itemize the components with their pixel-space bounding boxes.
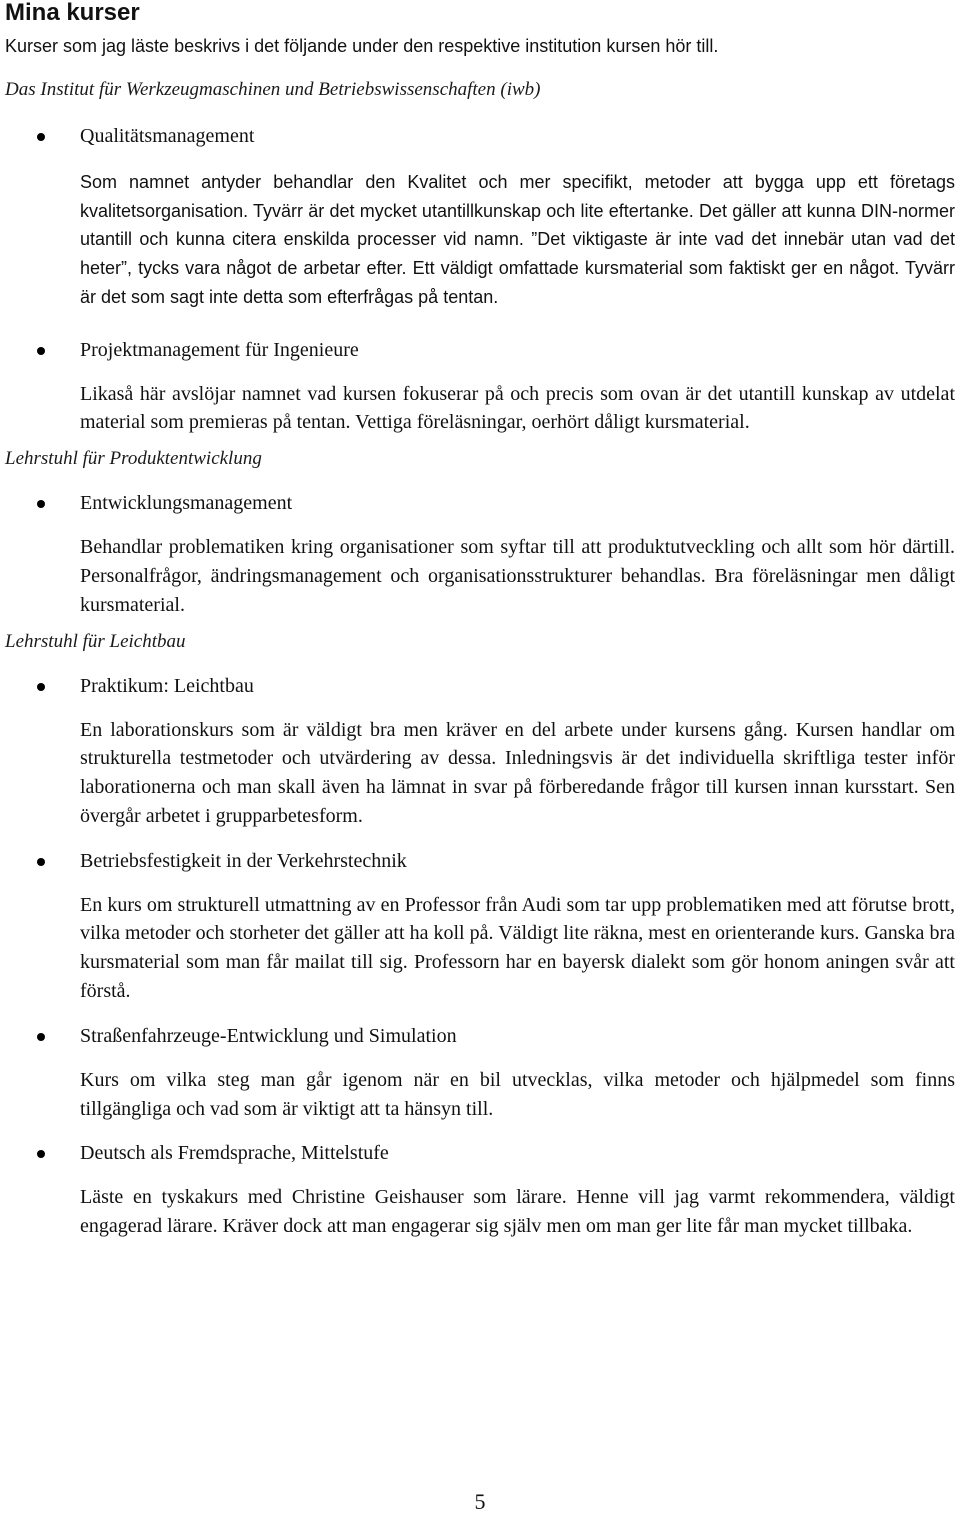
course-description: Läste en tyskakurs med Christine Geishauser som lärare. Henne vill jag varmt rekommendera, väldigt engagerad lärare. Kräver dock att man engagerar sig själv men om man ger lite får man mycket tillbaka.	[80, 1186, 955, 1238]
document-body	[0, 76, 960, 1241]
course-description: Likaså här avslöjar namnet vad kursen fokuserar på och precis som ovan är det utantill kunskap av utdelat material som premieras på tentan. Vettiga föreläsningar, oerhört dåligt kursmaterial.	[80, 382, 955, 434]
course-name: Praktikum: Leichtbau	[80, 674, 254, 697]
course-description: En laborationskurs som är väldigt bra men kräver en del arbete under kursens gång. Kursen handlar om strukturella testmetoder och utvärdering av dessa. Inledningsvis är det individuella skriftliga tester inför laborationerna och man skall även ha lämnat in svar på förberedande frågor till kursen innan kursstart. Sen övergår arbetet i grupparbetesform.	[80, 718, 955, 827]
bullet-icon	[37, 683, 45, 691]
course-description: En kurs om strukturell utmattning av en Professor från Audi som tar upp problematiken med att förutse brott, vilka metoder och storheter det gäller att ha koll på. Väldigt lite räkna, mest en orienterande kurs. Ganska bra kursmaterial som man får mailat till sig. Professorn har en bayersk dialekt som gör honom aningen svår att förstå.	[80, 893, 955, 1003]
course-item	[0, 489, 960, 619]
course-name: Deutsch als Fremdsprache, Mittelstufe	[80, 1142, 389, 1165]
bullet-icon	[37, 1150, 45, 1158]
course-name: Betriebsfestigkeit in der Verkehrstechnik	[80, 849, 407, 872]
bullet-icon	[37, 133, 45, 141]
institute-heading: Das Institut für Werkzeugmaschinen und Betriebswissenschaften (iwb)	[5, 79, 541, 100]
bullet-icon	[37, 858, 45, 866]
intro-text: Kurser som jag läste beskrivs i det följande under den respektive institution kursen hör till.	[5, 36, 719, 56]
institute-heading: Lehrstuhl für Produktentwicklung	[5, 448, 262, 470]
course-name: Projektmanagement für Ingenieure	[80, 338, 359, 361]
bullet-icon	[37, 500, 45, 508]
course-description: Behandlar problematiken kring organisationer som syftar till att produktutveckling och allt som hör därtill. Personalfrågor, ändringsmanagement och organisationsstrukturer behandlas. Bra föreläsningar men dåligt kursmaterial.	[80, 536, 955, 616]
course-name: Qualitätsmanagement	[80, 125, 255, 147]
course-name: Entwicklungsmanagement	[80, 492, 293, 515]
bullet-icon	[37, 347, 45, 355]
page-number: 5	[474, 1489, 486, 1514]
course-item	[0, 1022, 960, 1124]
course-item	[0, 122, 960, 312]
bullet-icon	[37, 1033, 45, 1041]
course-description: Som namnet antyder behandlar den Kvalitet och mer specifikt, metoder att bygga upp ett företags kvalitetsorganisation. Tyvärr är det mycket utantillkunskap och lite eftertanke. Det gäller att kunna DIN-normer utantill och kunna citera enskilda processer vid namn. ”Det viktigaste är inte vad det innebär utan vad det heter”, tycks vara något de arbetar efter. Ett väldigt omfattade kursmaterial som faktiskt ger en något. Tyvärr är det som sagt inte detta som efterfrågas på tentan.	[80, 172, 955, 307]
course-item	[0, 672, 960, 831]
course-item	[0, 1139, 960, 1241]
institute-heading: Lehrstuhl für Leichtbau	[5, 630, 186, 652]
course-item	[0, 847, 960, 1006]
course-description: Kurs om vilka steg man går igenom när en bil utvecklas, vilka metoder och hjälpmedel som finns tillgängliga och vad som är viktigt att ta hänsyn till.	[80, 1068, 955, 1120]
page-title: Mina kurser	[5, 0, 140, 26]
course-name: Straßenfahrzeuge-Entwicklung und Simulation	[80, 1024, 457, 1047]
course-item	[0, 336, 960, 438]
